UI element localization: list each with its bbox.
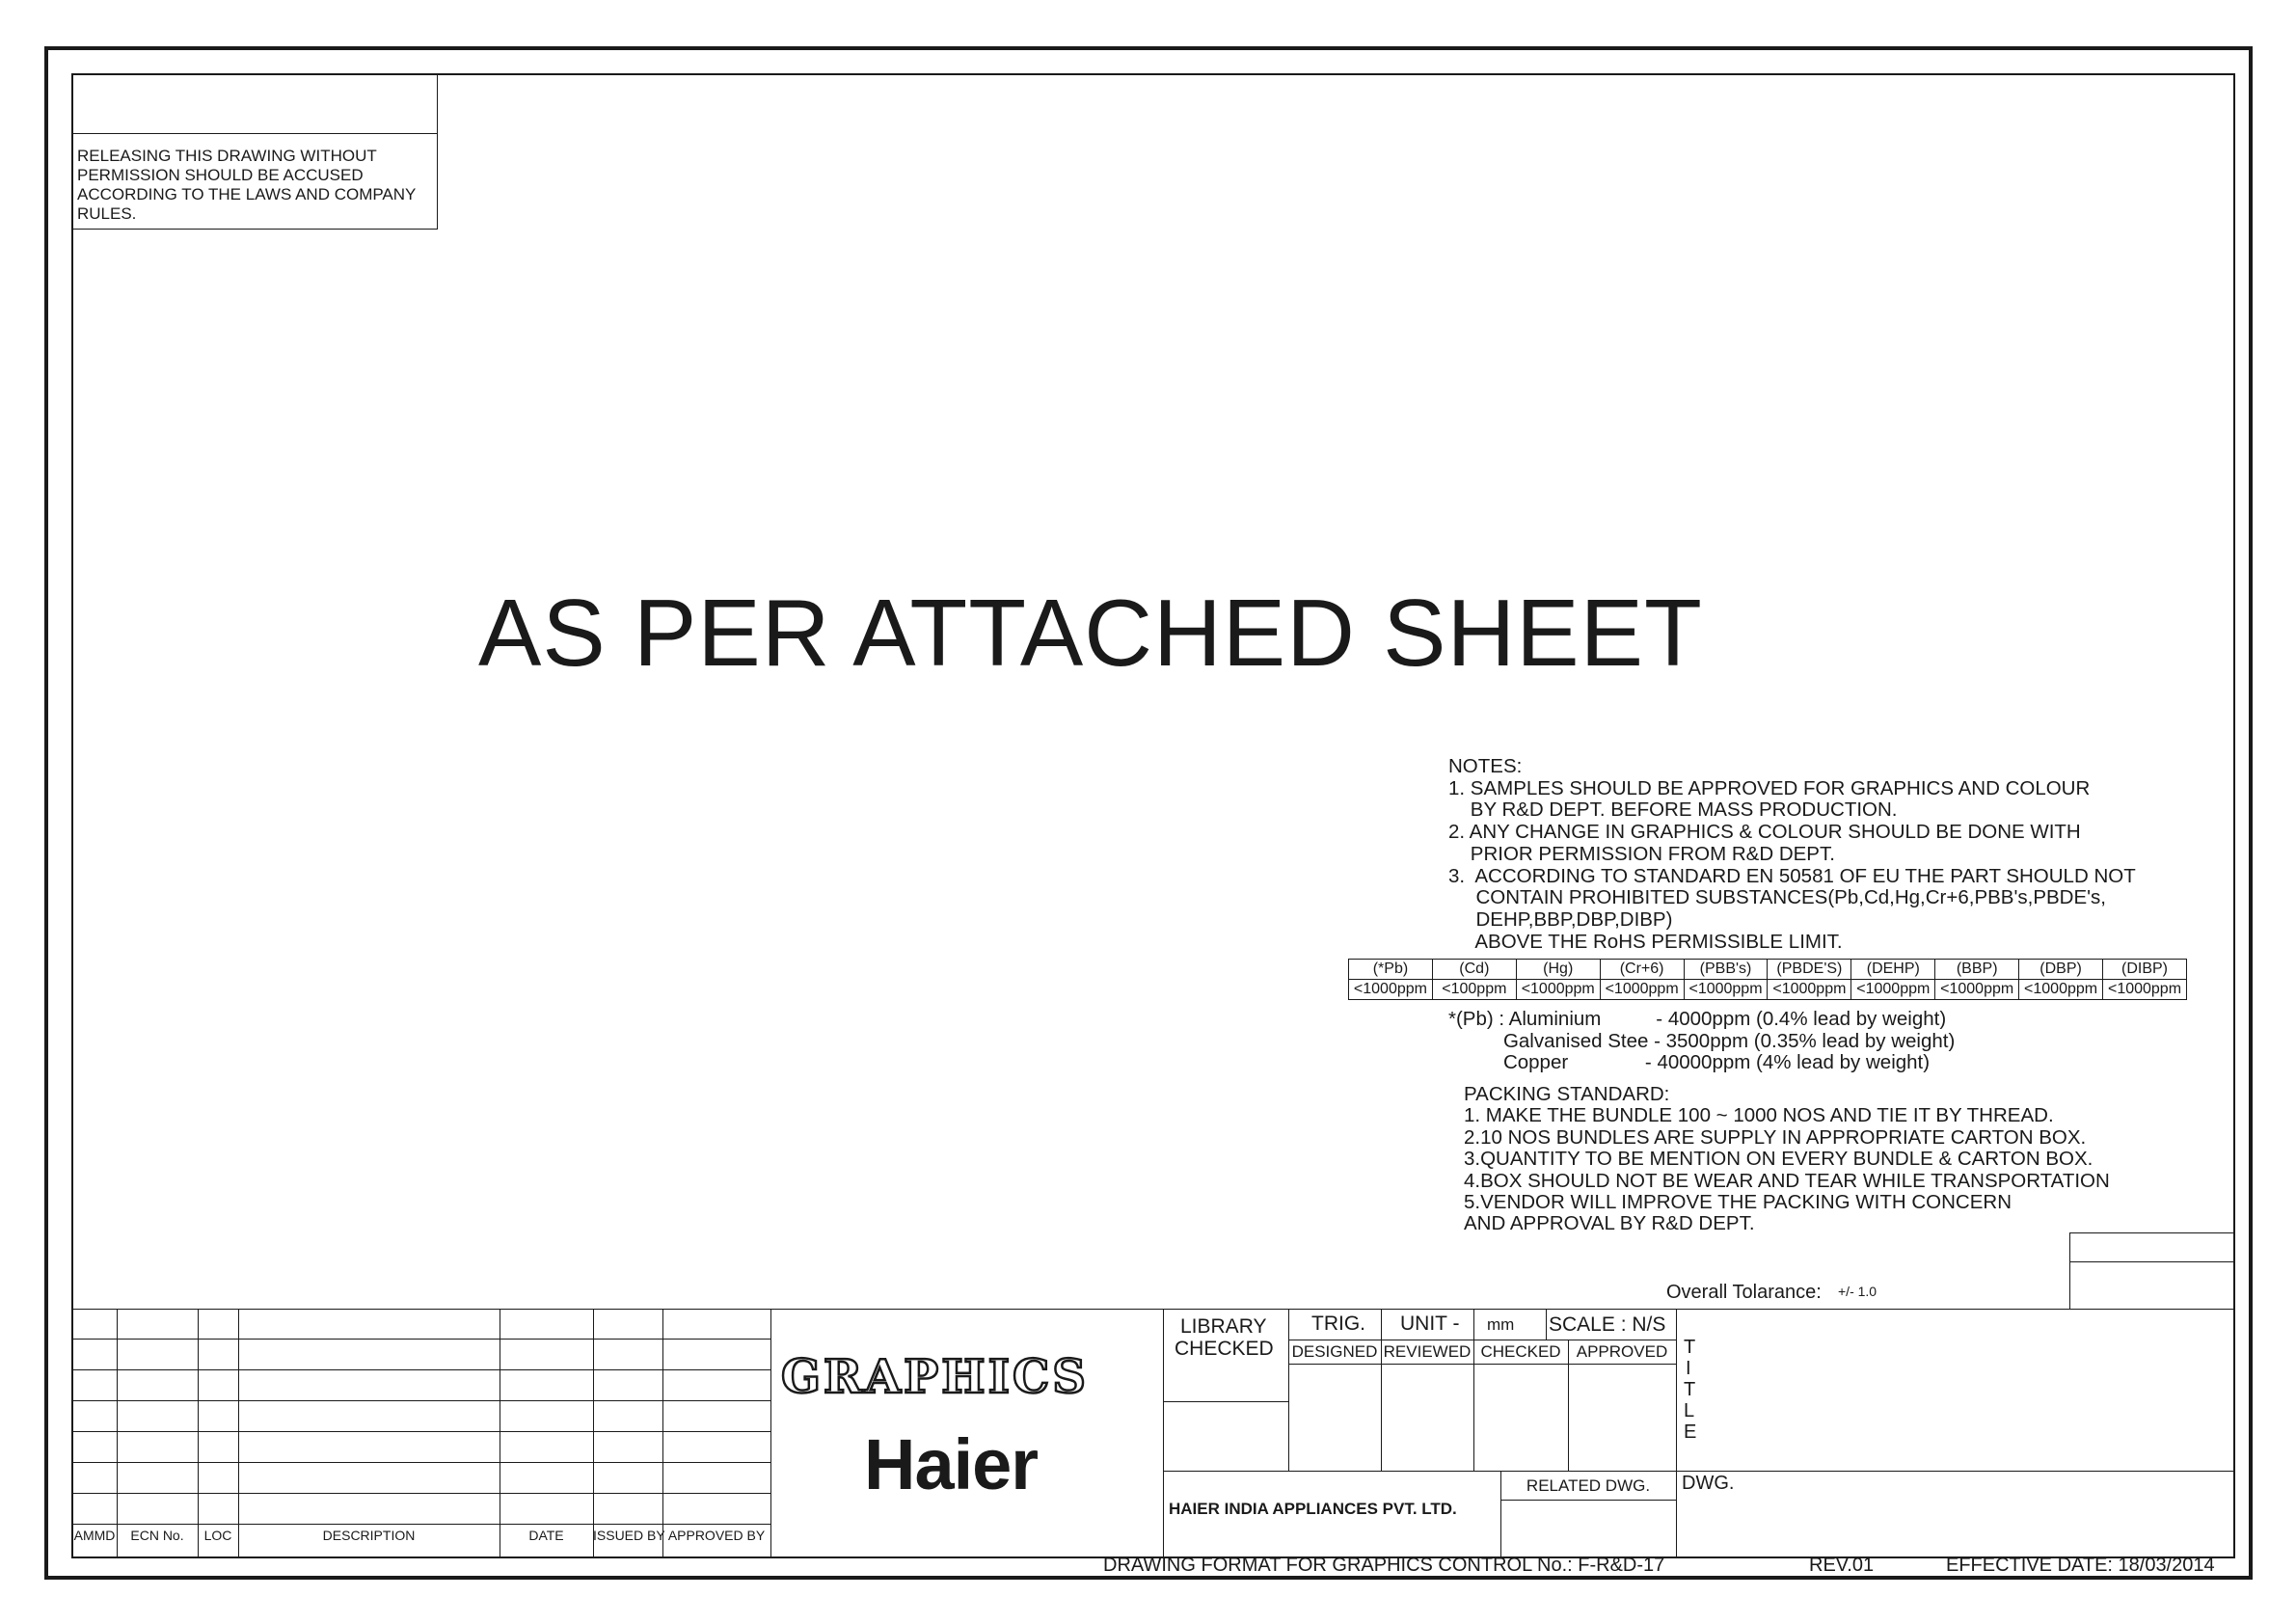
title-col-line bbox=[1288, 1309, 1289, 1471]
title-col-line bbox=[1473, 1309, 1474, 1471]
footer-format: DRAWING FORMAT FOR GRAPHICS CONTROL No.: F-R&D-17 bbox=[1103, 1555, 1665, 1576]
designed-label: DESIGNED bbox=[1291, 1342, 1378, 1361]
scale-label: SCALE : N/S bbox=[1549, 1313, 1666, 1336]
revision-header-ammd: AMMD bbox=[73, 1528, 116, 1543]
pb-limits-block bbox=[1448, 1009, 1955, 1074]
rohs-header-cell: (Cr+6) bbox=[1600, 960, 1684, 980]
notes-line: 2. ANY CHANGE IN GRAPHICS & COLOUR SHOULD BE DONE WITH bbox=[1448, 821, 2081, 844]
pb-limit-line: *(Pb) : Aluminium - 4000ppm (0.4% lead by weight) bbox=[1448, 1008, 1947, 1030]
title-block-top-line bbox=[72, 1309, 2235, 1310]
revision-header-description: DESCRIPTION bbox=[322, 1528, 416, 1543]
notes-line: 3. ACCORDING TO STANDARD EN 50581 OF EU THE PART SHOULD NOT bbox=[1448, 864, 2136, 887]
revision-col-line bbox=[593, 1309, 594, 1558]
rohs-limit-cell: <1000ppm bbox=[1349, 980, 1433, 1000]
pb-limit-line: Copper - 40000ppm (4% lead by weight) bbox=[1448, 1051, 1931, 1074]
rohs-limit-cell: <1000ppm bbox=[1851, 980, 1935, 1000]
title-letter: I bbox=[1686, 1358, 1691, 1379]
footer-rev: REV.01 bbox=[1809, 1555, 1875, 1576]
trig-label: TRIG. bbox=[1311, 1313, 1365, 1335]
checked-column-label: CHECKED bbox=[1480, 1342, 1561, 1361]
reviewed-label: REVIEWED bbox=[1383, 1342, 1472, 1361]
revision-col-line bbox=[117, 1309, 118, 1558]
revision-row-line bbox=[72, 1431, 770, 1432]
notes-block bbox=[1448, 756, 2136, 953]
revision-header-approved-by: APPROVED BY bbox=[667, 1528, 766, 1543]
notes-line: BY R&D DEPT. BEFORE MASS PRODUCTION. bbox=[1448, 798, 1898, 822]
revision-row-line bbox=[72, 1400, 770, 1401]
packing-line: AND APPROVAL BY R&D DEPT. bbox=[1464, 1212, 1755, 1235]
rohs-header-cell: (DIBP) bbox=[2103, 960, 2187, 980]
title-letter: L bbox=[1684, 1400, 1695, 1421]
rohs-header-cell: (DEHP) bbox=[1851, 960, 1935, 980]
tolerance-label: Overall Tolarance: bbox=[1666, 1282, 1822, 1303]
related-dwg-label: RELATED DWG. bbox=[1526, 1476, 1651, 1495]
revision-row-line bbox=[72, 1339, 770, 1340]
revision-col-line bbox=[198, 1309, 199, 1558]
notes-line: CONTAIN PROHIBITED SUBSTANCES(Pb,Cd,Hg,Cr+6,PBB's,PBDE's, bbox=[1448, 886, 2107, 909]
main-heading: AS PER ATTACHED SHEET bbox=[478, 580, 1703, 686]
notes-line: 1. SAMPLES SHOULD BE APPROVED FOR GRAPHICS AND COLOUR bbox=[1448, 776, 2091, 799]
rohs-header-cell: (PBB's) bbox=[1684, 960, 1768, 980]
rohs-header-cell: (BBP) bbox=[1935, 960, 2019, 980]
tolerance-value: +/- 1.0 bbox=[1838, 1284, 1877, 1299]
notes-line: PRIOR PERMISSION FROM R&D DEPT. bbox=[1448, 842, 1835, 865]
rohs-limit-cell: <1000ppm bbox=[1684, 980, 1768, 1000]
revision-header-ecn: ECN No. bbox=[130, 1528, 184, 1543]
title-row-line bbox=[1163, 1401, 1288, 1402]
rohs-header-cell: (Hg) bbox=[1516, 960, 1600, 980]
rohs-header-cell: (DBP) bbox=[2019, 960, 2103, 980]
pb-limit-line: Galvanised Stee - 3500ppm (0.35% lead by weight) bbox=[1448, 1029, 1956, 1052]
warning-box-divider bbox=[72, 133, 438, 134]
rohs-limit-cell: <1000ppm bbox=[1516, 980, 1600, 1000]
title-row-line bbox=[1500, 1500, 1676, 1501]
rohs-header-cell: (Cd) bbox=[1432, 960, 1516, 980]
revision-col-line bbox=[662, 1309, 663, 1558]
notes-heading: NOTES: bbox=[1448, 755, 1523, 777]
rohs-limit-cell: <1000ppm bbox=[2019, 980, 2103, 1000]
revision-col-line bbox=[238, 1309, 239, 1558]
title-row-line bbox=[1288, 1364, 1676, 1365]
dwg-label: DWG. bbox=[1682, 1473, 1735, 1494]
packing-line: 2.10 NOS BUNDLES ARE SUPPLY IN APPROPRIATE CARTON BOX. bbox=[1464, 1125, 2087, 1149]
revision-header-issued-by: ISSUED BY bbox=[593, 1528, 665, 1543]
rohs-limit-cell: <100ppm bbox=[1432, 980, 1516, 1000]
title-row-line bbox=[1163, 1471, 2235, 1472]
packing-standard-block bbox=[1464, 1084, 2110, 1235]
title-col-line bbox=[1163, 1309, 1164, 1558]
rohs-limit-cell: <1000ppm bbox=[1935, 980, 2019, 1000]
tolerance-box bbox=[2069, 1232, 2235, 1310]
haier-logo: Haier bbox=[864, 1424, 1039, 1504]
unit-label: UNIT - bbox=[1400, 1313, 1460, 1335]
revision-col-line bbox=[770, 1309, 771, 1558]
title-col-line bbox=[1381, 1309, 1382, 1471]
title-letter: T bbox=[1684, 1337, 1696, 1358]
revision-row-line bbox=[72, 1462, 770, 1463]
company-name: HAIER INDIA APPLIANCES PVT. LTD. bbox=[1169, 1500, 1457, 1518]
title-col-line bbox=[1546, 1309, 1547, 1340]
packing-line: 3.QUANTITY TO BE MENTION ON EVERY BUNDLE & CARTON BOX. bbox=[1464, 1148, 2093, 1171]
rohs-limit-cell: <1000ppm bbox=[1768, 980, 1851, 1000]
rohs-header-row bbox=[1349, 960, 2187, 980]
warning-text: RELEASING THIS DRAWING WITHOUT PERMISSION SHOULD BE ACCUSED ACCORDING TO THE LAWS AND COMPANY RULES. bbox=[77, 147, 417, 223]
library-label: LIBRARY bbox=[1180, 1315, 1267, 1338]
revision-row-line bbox=[72, 1524, 770, 1525]
rohs-limits-table bbox=[1348, 959, 2187, 1000]
packing-line: 1. MAKE THE BUNDLE 100 ~ 1000 NOS AND TIE IT BY THREAD. bbox=[1464, 1104, 2054, 1127]
notes-line: ABOVE THE RoHS PERMISSIBLE LIMIT. bbox=[1448, 930, 1843, 953]
title-col-line bbox=[1676, 1309, 1677, 1558]
revision-row-line bbox=[72, 1369, 770, 1370]
rohs-header-cell: (*Pb) bbox=[1349, 960, 1433, 980]
packing-line: 4.BOX SHOULD NOT BE WEAR AND TEAR WHILE TRANSPORTATION bbox=[1464, 1169, 2110, 1192]
unit-value: mm bbox=[1487, 1315, 1515, 1334]
rohs-limit-cell: <1000ppm bbox=[2103, 980, 2187, 1000]
packing-heading: PACKING STANDARD: bbox=[1464, 1083, 1670, 1105]
title-letter: E bbox=[1684, 1421, 1697, 1443]
approved-label: APPROVED bbox=[1576, 1342, 1668, 1361]
revision-header-loc: LOC bbox=[203, 1528, 232, 1543]
rohs-limit-row bbox=[1349, 980, 2187, 1000]
rohs-header-cell: (PBDE'S) bbox=[1768, 960, 1851, 980]
rohs-limit-cell: <1000ppm bbox=[1600, 980, 1684, 1000]
packing-line: 5.VENDOR WILL IMPROVE THE PACKING WITH CONCERN bbox=[1464, 1191, 2012, 1214]
title-letter: T bbox=[1684, 1379, 1696, 1400]
tolerance-box-divider bbox=[2069, 1261, 2235, 1262]
checked-label: CHECKED bbox=[1175, 1338, 1274, 1360]
graphics-logo: GRAPHICS bbox=[781, 1350, 1089, 1404]
revision-header-date: DATE bbox=[528, 1528, 564, 1543]
revision-row-line bbox=[72, 1493, 770, 1494]
notes-line: DEHP,BBP,DBP,DIBP) bbox=[1448, 907, 1673, 931]
footer-effective-date: EFFECTIVE DATE: 18/03/2014 bbox=[1946, 1555, 2215, 1576]
